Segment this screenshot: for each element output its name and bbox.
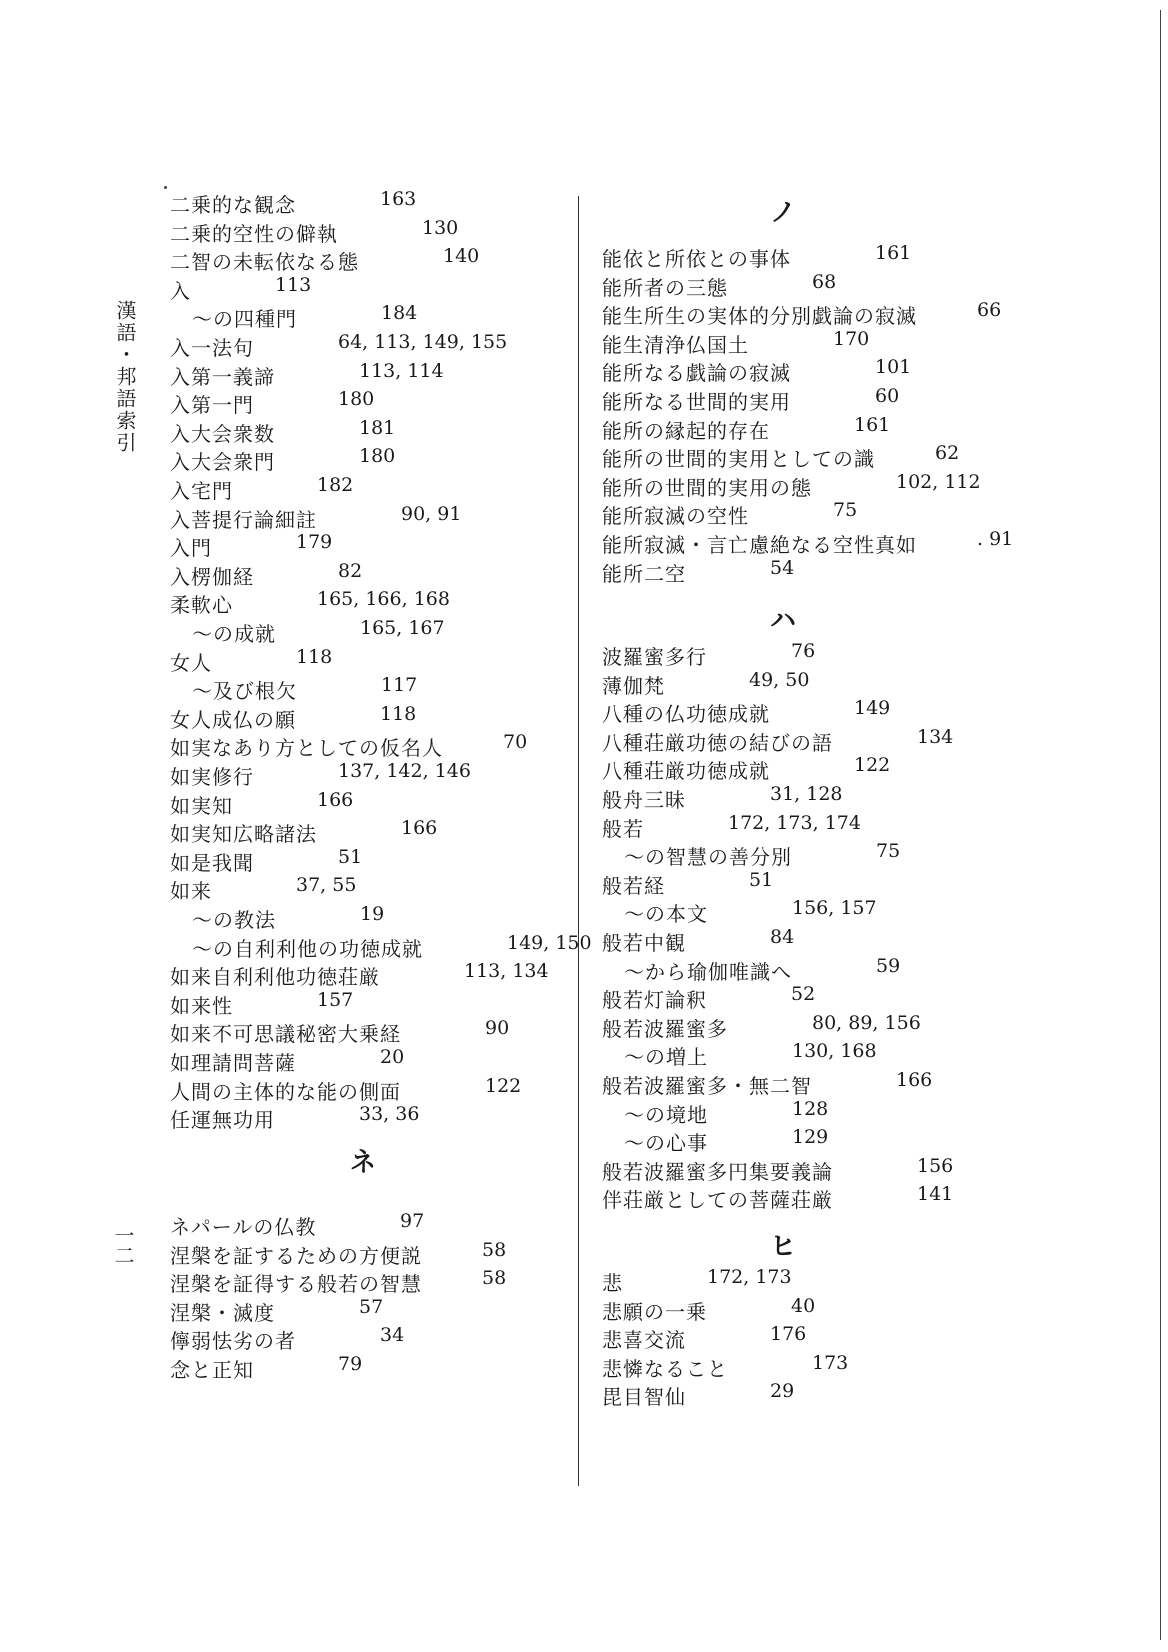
index-term: 般若灯論釈 bbox=[602, 988, 707, 1013]
index-pages: 20 bbox=[380, 1046, 405, 1068]
index-pages: 59 bbox=[876, 954, 901, 977]
index-term: 悲 bbox=[602, 1271, 623, 1295]
section-heading-hi: ヒ bbox=[770, 1232, 797, 1262]
index-pages: 166 bbox=[401, 817, 438, 840]
index-pages: 141 bbox=[917, 1183, 954, 1206]
index-term: 女人成仏の願 bbox=[170, 707, 296, 732]
index-term: 悲喜交流 bbox=[602, 1328, 686, 1353]
index-term: 入大会衆門 bbox=[170, 450, 275, 475]
index-term: 〜の増上 bbox=[624, 1045, 708, 1070]
index-pages: 180 bbox=[359, 445, 396, 468]
index-pages: 31, 128 bbox=[770, 783, 843, 805]
index-term: 如実修行 bbox=[170, 765, 254, 789]
index-term: 般若波羅蜜多・無二智 bbox=[602, 1074, 812, 1098]
index-term: 如実なあり方としての仮名人 bbox=[170, 736, 443, 761]
index-term: 能生清浄仏国土 bbox=[602, 332, 749, 357]
index-term: 如来不可思議秘密大乗経 bbox=[170, 1022, 401, 1047]
index-pages: 163 bbox=[380, 188, 417, 210]
index-pages: . 91 bbox=[977, 528, 1014, 550]
index-pages: 173 bbox=[812, 1351, 849, 1374]
index-pages: 84 bbox=[770, 926, 795, 948]
index-term: 如実知広略諸法 bbox=[170, 822, 317, 847]
index-term: 念と正知 bbox=[170, 1358, 254, 1382]
index-pages: 97 bbox=[400, 1210, 425, 1232]
index-term: 如是我聞 bbox=[170, 850, 254, 875]
index-pages: 51 bbox=[749, 868, 774, 891]
index-term: 二智の未転依なる態 bbox=[170, 250, 359, 275]
section-heading-no: ノ bbox=[770, 198, 797, 228]
index-pages: 29 bbox=[770, 1380, 795, 1403]
index-pages: 134 bbox=[917, 725, 954, 748]
index-term: 涅槃・滅度 bbox=[170, 1300, 275, 1325]
index-pages: 180 bbox=[338, 388, 375, 411]
stray-mark bbox=[164, 186, 167, 189]
index-term: 〜の成就 bbox=[192, 622, 276, 646]
index-pages: 122 bbox=[485, 1074, 522, 1097]
index-pages: 79 bbox=[338, 1353, 363, 1375]
index-term: 入門 bbox=[170, 536, 212, 561]
index-pages: 101 bbox=[875, 356, 912, 379]
index-pages: 156, 157 bbox=[792, 897, 877, 920]
index-pages: 52 bbox=[791, 983, 816, 1006]
section-heading-ne: ネ bbox=[350, 1148, 377, 1178]
index-term: 〜の自利利他の功徳成就 bbox=[192, 936, 423, 961]
index-term: 能所寂滅・言亡慮絶なる空性真如 bbox=[602, 533, 917, 557]
index-term: ネパールの仏教 bbox=[170, 1215, 317, 1239]
index-term: 涅槃を証するための方便説 bbox=[170, 1243, 422, 1268]
index-term: 二乗的空性の僻執 bbox=[170, 221, 338, 246]
index-term: 涅槃を証得する般若の智慧 bbox=[170, 1272, 422, 1297]
index-pages: 33, 36 bbox=[359, 1103, 420, 1126]
index-pages: 118 bbox=[296, 645, 333, 668]
index-pages: 170 bbox=[833, 327, 870, 350]
index-term: 能所なる世間的実用 bbox=[602, 390, 791, 414]
index-term: 悲憐なること bbox=[602, 1356, 728, 1381]
index-term: 般若中観 bbox=[602, 931, 686, 955]
index-term: 入第一義諦 bbox=[170, 364, 275, 389]
index-term: 〜の教法 bbox=[192, 908, 276, 932]
index-pages: 176 bbox=[770, 1323, 807, 1346]
index-pages: 64, 113, 149, 155 bbox=[338, 331, 508, 353]
index-term: 〜の心事 bbox=[624, 1131, 708, 1156]
index-term: 女人 bbox=[170, 650, 212, 675]
index-term: 入楞伽経 bbox=[170, 564, 254, 589]
index-pages: 179 bbox=[296, 531, 333, 554]
index-term: 入宅門 bbox=[170, 479, 233, 503]
index-pages: 117 bbox=[381, 674, 418, 697]
index-term: 八種の仏功徳成就 bbox=[602, 702, 770, 727]
index-term: 〜の境地 bbox=[624, 1102, 708, 1127]
index-term: 能所の世間的実用としての識 bbox=[602, 447, 875, 472]
index-pages: 54 bbox=[770, 556, 795, 579]
index-pages: 140 bbox=[443, 245, 480, 268]
index-pages: 68 bbox=[812, 270, 837, 293]
index-pages: 130, 168 bbox=[792, 1040, 877, 1063]
index-term: 〜及び根欠 bbox=[192, 679, 297, 704]
index-pages: 58 bbox=[482, 1238, 507, 1261]
column-divider bbox=[578, 196, 579, 1486]
index-pages: 137, 142, 146 bbox=[338, 760, 471, 782]
index-pages: 75 bbox=[833, 499, 858, 522]
index-term: 般若波羅蜜多円集要義論 bbox=[602, 1159, 833, 1184]
index-term: 人間の主体的な能の側面 bbox=[170, 1079, 401, 1104]
index-pages: 118 bbox=[380, 702, 417, 725]
index-pages: 82 bbox=[338, 559, 363, 582]
index-term: 般若経 bbox=[602, 873, 665, 898]
index-pages: 66 bbox=[977, 299, 1002, 322]
index-pages: 76 bbox=[791, 640, 816, 662]
index-pages: 166 bbox=[896, 1069, 933, 1091]
index-term: 入一法句 bbox=[170, 336, 254, 360]
index-term: 能所寂滅の空性 bbox=[602, 504, 749, 529]
index-term: 〜の本文 bbox=[624, 902, 708, 927]
index-pages: 60 bbox=[875, 385, 900, 407]
index-pages: 51 bbox=[338, 845, 363, 868]
index-term: 入大会衆数 bbox=[170, 421, 275, 446]
index-pages: 70 bbox=[503, 731, 528, 754]
index-term: 入 bbox=[170, 278, 191, 303]
index-pages: 149 bbox=[854, 697, 891, 720]
index-term: 波羅蜜多行 bbox=[602, 645, 707, 669]
index-term: 如実知 bbox=[170, 793, 233, 818]
index-term: 般若波羅蜜多 bbox=[602, 1016, 728, 1041]
index-pages: 49, 50 bbox=[749, 668, 810, 691]
index-pages: 113 bbox=[275, 273, 312, 296]
index-pages: 129 bbox=[792, 1126, 829, 1149]
index-term: 〜から瑜伽唯識へ bbox=[624, 959, 792, 984]
index-pages: 161 bbox=[875, 242, 912, 264]
index-pages: 172, 173, 174 bbox=[728, 811, 861, 834]
index-term: 伴荘厳としての菩薩荘厳 bbox=[602, 1188, 833, 1213]
index-term: 入第一門 bbox=[170, 393, 254, 418]
index-pages: 90, 91 bbox=[401, 502, 462, 525]
index-term: 能所なる戯論の寂滅 bbox=[602, 361, 791, 386]
index-pages: 181 bbox=[359, 416, 396, 439]
index-term: 能所の世間的実用の態 bbox=[602, 475, 812, 500]
index-term: 〜の四種門 bbox=[192, 307, 297, 332]
index-pages: 58 bbox=[482, 1267, 507, 1290]
section-heading-ha: ハ bbox=[770, 606, 797, 636]
index-term: 儜弱怯劣の者 bbox=[170, 1329, 296, 1354]
index-pages: 113, 114 bbox=[359, 359, 444, 382]
index-pages: 113, 134 bbox=[464, 960, 549, 983]
index-term: 如来 bbox=[170, 879, 212, 904]
index-pages: 122 bbox=[854, 754, 891, 777]
index-term: 薄伽梵 bbox=[602, 673, 665, 698]
index-pages: 165, 166, 168 bbox=[317, 588, 450, 611]
index-term: 悲願の一乗 bbox=[602, 1299, 707, 1324]
index-pages: 156 bbox=[917, 1154, 954, 1177]
index-pages: 182 bbox=[317, 474, 354, 496]
index-pages: 62 bbox=[935, 442, 960, 465]
index-term: 能所二空 bbox=[602, 561, 686, 586]
index-term: 如理請問菩薩 bbox=[170, 1051, 296, 1075]
index-term: 八種荘厳功徳成就 bbox=[602, 759, 770, 784]
index-pages: 102, 112 bbox=[896, 470, 981, 493]
index-term: 〜の智慧の善分別 bbox=[624, 845, 792, 870]
index-term: 柔軟心 bbox=[170, 593, 233, 618]
index-pages: 130 bbox=[422, 216, 459, 239]
index-term: 入菩提行論細註 bbox=[170, 507, 317, 532]
index-term: 毘目智仙 bbox=[602, 1385, 686, 1410]
index-term: 般舟三昧 bbox=[602, 788, 686, 812]
index-term: 八種荘厳功徳の結びの語 bbox=[602, 730, 833, 755]
index-pages: 80, 89, 156 bbox=[812, 1011, 921, 1034]
index-pages: 57 bbox=[359, 1295, 384, 1318]
index-term: 任運無功用 bbox=[170, 1108, 275, 1133]
index-pages: 19 bbox=[360, 903, 385, 925]
index-pages: 128 bbox=[792, 1097, 829, 1120]
index-term: 如来自利利他功徳荘厳 bbox=[170, 965, 380, 990]
index-pages: 165, 167 bbox=[360, 617, 445, 639]
index-pages: 37, 55 bbox=[296, 874, 357, 897]
index-pages: 172, 173 bbox=[707, 1266, 792, 1288]
index-pages: 157 bbox=[317, 988, 354, 1011]
index-pages: 166 bbox=[317, 788, 354, 811]
index-pages: 34 bbox=[380, 1324, 405, 1347]
index-pages: 184 bbox=[381, 302, 418, 325]
index-term: 能生所生の実体的分別戯論の寂滅 bbox=[602, 304, 917, 329]
index-pages: 90 bbox=[485, 1017, 510, 1040]
page-edge-line bbox=[1160, 10, 1161, 1640]
index-pages: 40 bbox=[791, 1294, 816, 1317]
index-pages: 75 bbox=[876, 840, 901, 863]
index-term: 能所者の三態 bbox=[602, 275, 728, 300]
index-term: 二乗的な観念 bbox=[170, 193, 296, 217]
index-term: 如来性 bbox=[170, 993, 233, 1018]
index-pages: 161 bbox=[854, 413, 891, 436]
index-pages: 149, 150 bbox=[507, 931, 592, 954]
index-term: 般若 bbox=[602, 816, 644, 841]
page-number: 一二 bbox=[111, 1225, 135, 1265]
index-term: 能依と所依との事体 bbox=[602, 247, 791, 271]
index-side-title: 漢語・邦語索引 bbox=[113, 300, 137, 454]
index-term: 能所の縁起的存在 bbox=[602, 418, 770, 443]
